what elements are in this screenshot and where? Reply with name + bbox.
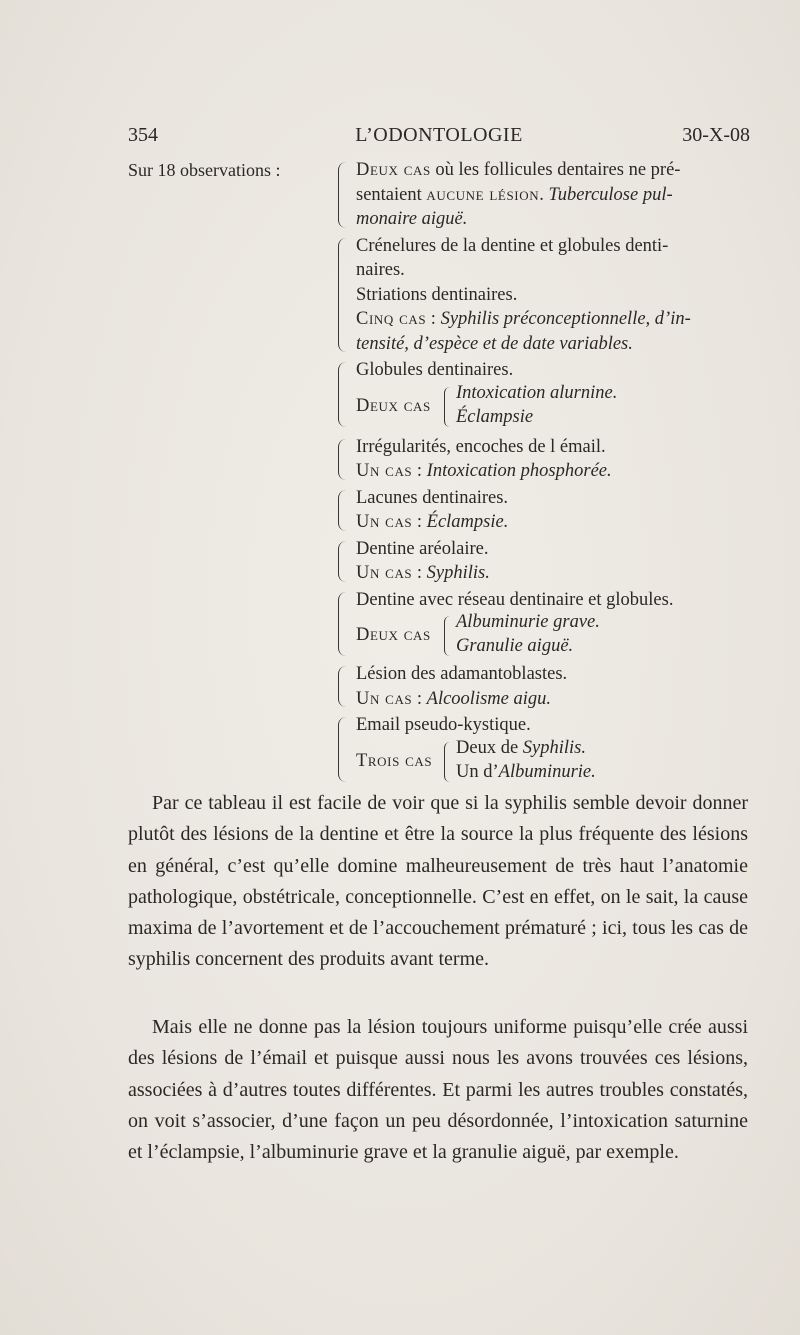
brace — [338, 362, 347, 427]
lesion-text: Email pseudo-kystique. — [356, 715, 531, 735]
cause: Albuminurie grave. — [456, 612, 600, 632]
lesion-text: Globules dentinaires. — [356, 360, 514, 380]
cause: Éclampsie — [456, 406, 534, 427]
page-header — [128, 124, 750, 154]
case-count: Deux cas — [356, 625, 431, 645]
observations-label: Sur 18 observations : — [128, 160, 281, 180]
brace — [338, 490, 347, 531]
brace — [444, 616, 451, 656]
lesion-text: Dentine avec réseau dentinaire et globules. — [356, 589, 674, 610]
lesion-text: Lésion des adamantoblastes. — [356, 664, 568, 684]
body-paragraph: Par ce tableau il est facile de voir que si la syphilis semble devoir donner plutôt des lésions de la dentine et être la source la plus fréquente des lésions en général, c’est qu’elle domine malheureusement de très haut l’anatomie pathologique, obstétricale, conceptionnelle. C’est en effet, on le sait, la cause maxima de l’avortement et de l’accouchement prématuré ; ici, tous les cas de syphilis concernent des produits avant terme. — [128, 792, 748, 971]
table-line: Un cas : Alcoolisme aigu. — [356, 688, 551, 709]
case-count: Trois cas — [356, 750, 433, 771]
lesion-text: Irrégularités, encoches de l émail. — [356, 436, 606, 457]
table-group — [338, 588, 758, 661]
cause: Intoxication alurnine. — [456, 382, 618, 403]
brace — [338, 238, 347, 353]
brace — [338, 666, 347, 707]
table-line: Un cas : Intoxication phosphorée. — [356, 461, 612, 481]
table-group — [338, 537, 758, 586]
table-line: Un cas : Éclampsie. — [356, 512, 509, 532]
brace — [338, 439, 347, 480]
table-line: sentaient aucune lésion. Tuberculose pul- — [356, 184, 673, 205]
table-line: Deux cas où les follicules dentaires ne pré- — [356, 160, 681, 180]
table-group — [338, 662, 758, 711]
table-line: tensité, d’espèce et de date variables. — [356, 333, 633, 354]
brace — [338, 541, 347, 582]
case-count: Un cas — [356, 688, 413, 709]
case-count: Un cas — [356, 563, 413, 583]
lesion-text: Lacunes dentinaires. — [356, 487, 509, 508]
lesion-table — [338, 158, 758, 786]
cause: Intoxication phosphorée. — [426, 461, 612, 481]
table-line: Cinq cas : Syphilis préconceptionnelle, d’in- — [356, 309, 691, 329]
cause: Syphilis. — [426, 563, 490, 583]
lesion-text: Dentine aréolaire. — [356, 538, 489, 559]
table-group — [338, 435, 758, 484]
case-count: Un cas — [356, 512, 413, 532]
case-block — [356, 612, 758, 660]
case-count: Deux cas — [356, 395, 431, 416]
table-group — [338, 158, 758, 232]
case-count: Un cas — [356, 461, 413, 481]
table-group — [338, 713, 758, 786]
brace — [338, 162, 347, 228]
cause: Alcoolisme aigu. — [426, 688, 551, 709]
table-group — [338, 234, 758, 357]
table-group — [338, 486, 758, 535]
table-group — [338, 358, 758, 431]
cause: Un d’Albuminurie. — [456, 761, 596, 782]
running-title: L’ODONTOLOGIE — [355, 124, 523, 146]
brace — [444, 742, 451, 782]
case-block — [356, 383, 758, 431]
brace — [338, 592, 347, 657]
cause: Granulie aiguë. — [456, 636, 574, 656]
issue-date: 30-X-08 — [682, 124, 750, 146]
cause: Deux de Syphilis. — [456, 737, 587, 758]
body-paragraph: Mais elle ne donne pas la lésion toujours uniforme puisqu’elle crée aussi des lésions de l’émail et puisque aussi nous les avons trouvées ces lésions, associées à d’autres toutes différentes. Et parmi les autres troubles constatés, on voit s’associer, d’une façon un peu désordonnée, l’intoxication saturnine et l’éclampsie, l’albuminurie grave et la granulie aiguë, par exemple. — [128, 1016, 748, 1164]
table-line: Un cas : Syphilis. — [356, 563, 490, 583]
table-line: naires. — [356, 260, 405, 280]
case-block — [356, 738, 758, 786]
table-line: Striations dentinaires. — [356, 284, 518, 305]
brace — [338, 717, 347, 782]
table-line: Crénelures de la dentine et globules denti- — [356, 235, 669, 256]
cause: Éclampsie. — [426, 512, 509, 532]
page-number: 354 — [128, 124, 158, 146]
table-line: monaire aiguë. — [356, 209, 468, 229]
brace — [444, 387, 451, 427]
